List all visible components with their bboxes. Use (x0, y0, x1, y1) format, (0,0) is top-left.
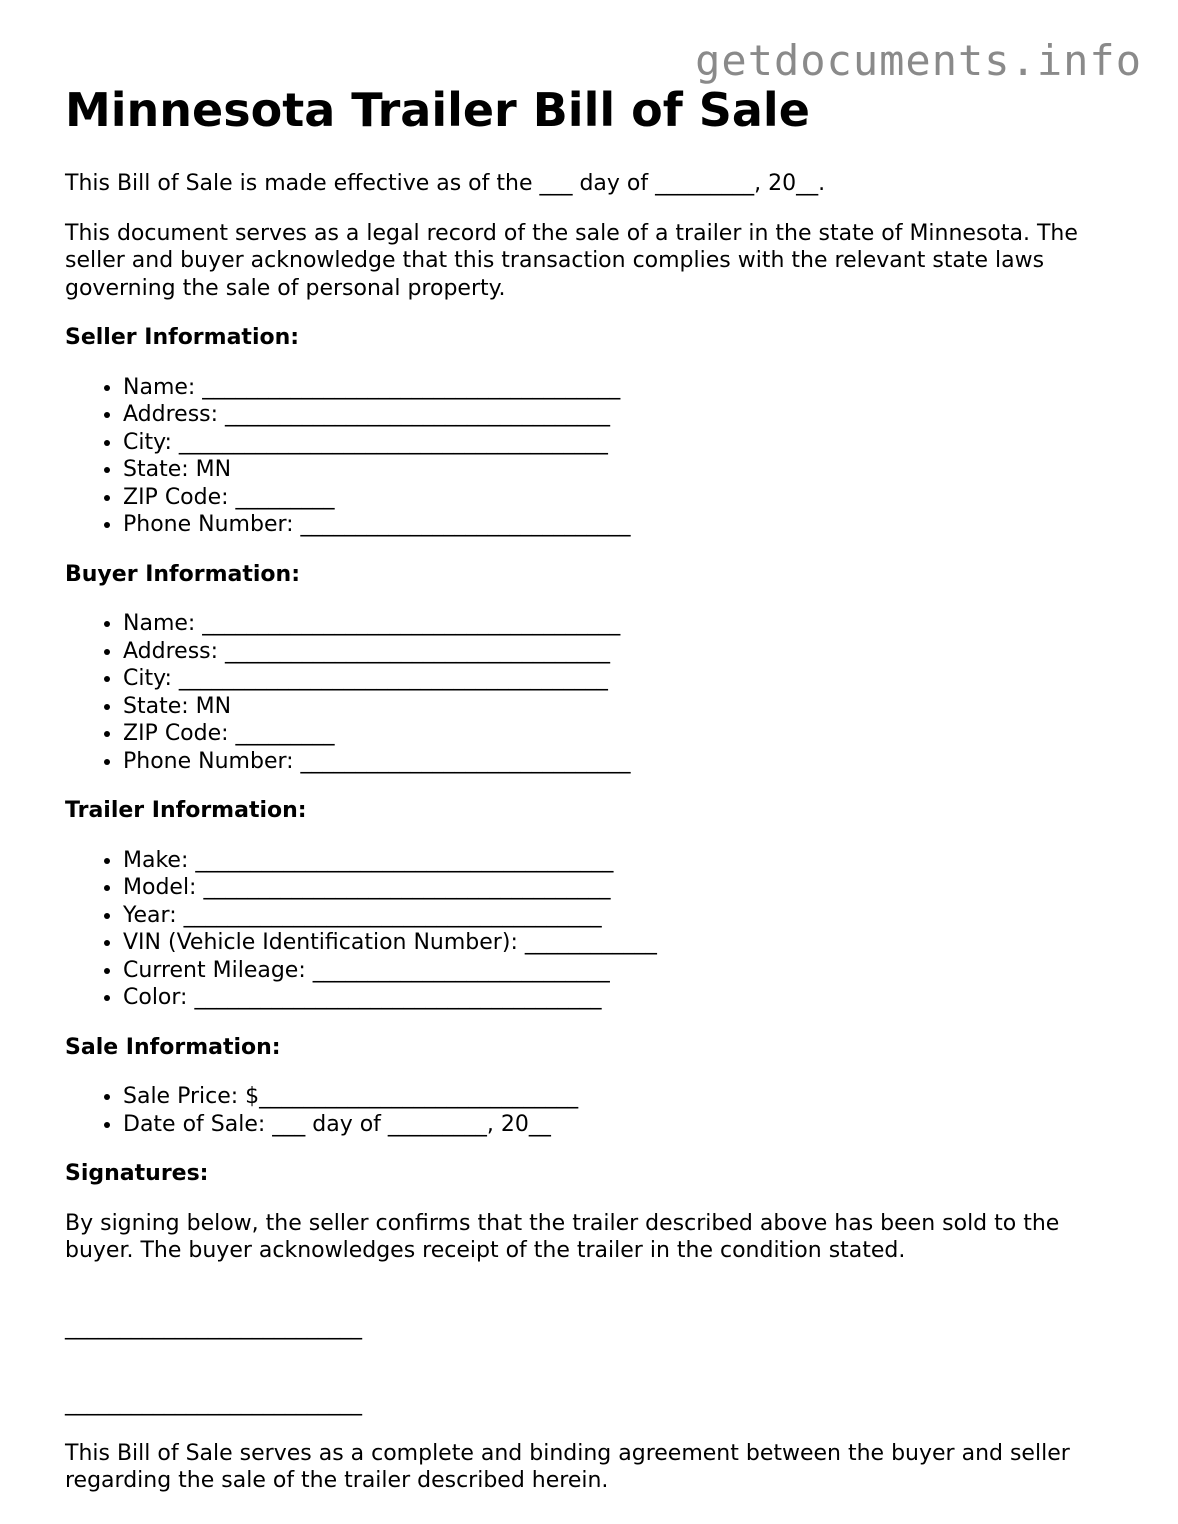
trailer-heading: Trailer Information: (65, 798, 307, 823)
seller-city-field: • City: _______________________________________ (123, 429, 1125, 457)
signatures-heading: Signatures: (65, 1161, 209, 1186)
buyer-zip-field: • ZIP Code: _________ (123, 720, 1125, 748)
seller-signature-line: ___________________________ (65, 1314, 362, 1340)
buyer-list (65, 610, 1125, 775)
sale-heading: Sale Information: (65, 1034, 281, 1060)
closing-paragraph: This Bill of Sale serves as a complete and binding agreement between the buyer and seller regarding the sale of the trailer described herein. (65, 1440, 1070, 1493)
buyer-signature-line: ___________________________ (65, 1391, 362, 1416)
buyer-address-field: • Address: ___________________________________ (123, 638, 1125, 666)
seller-list (65, 374, 1125, 539)
seller-name-field: • Name: ______________________________________ (123, 374, 1125, 402)
buyer-state-field: • State: MN (123, 693, 1125, 721)
seller-address-field: • Address: ___________________________________ (123, 401, 1125, 429)
buyer-city-field: • City: _______________________________________ (123, 665, 1125, 693)
seller-state-field: • State: MN (123, 456, 1125, 484)
trailer-list (65, 847, 1125, 1012)
trailer-model-field: • Model: _____________________________________ (123, 874, 1125, 902)
sale-date-field: • Date of Sale: ___ day of _________, 20__ (123, 1111, 1125, 1139)
buyer-heading: Buyer Information: (65, 561, 300, 587)
trailer-year-field: • Year: ______________________________________ (123, 902, 1125, 930)
purpose-paragraph: This document serves as a legal record of the sale of a trailer in the state of Minnesota. The seller and buyer acknowledge that this transaction complies with the relevant state laws governing the sale of personal property. (65, 220, 1078, 301)
seller-heading: Seller Information: (65, 325, 300, 350)
seller-zip-field: • ZIP Code: _________ (123, 484, 1125, 512)
effective-date-paragraph: This Bill of Sale is made effective as of the ___ day of _________, 20__. (65, 171, 826, 196)
trailer-mileage-field: • Current Mileage: ___________________________ (123, 957, 1125, 985)
sale-price-field: • Sale Price: $_____________________________ (123, 1083, 1125, 1111)
buyer-phone-field: • Phone Number: ______________________________ (123, 748, 1125, 776)
sale-list (65, 1083, 1125, 1138)
watermark: getdocuments.info (695, 36, 1142, 85)
document-title: Minnesota Trailer Bill of Sale (65, 83, 810, 137)
buyer-name-field: • Name: ______________________________________ (123, 610, 1125, 638)
trailer-color-field: • Color: _____________________________________ (123, 984, 1125, 1012)
seller-phone-field: • Phone Number: ______________________________ (123, 511, 1125, 539)
trailer-make-field: • Make: ______________________________________ (123, 847, 1125, 875)
document-body (65, 82, 1125, 1517)
signatures-statement: By signing below, the seller confirms that the trailer described above has been sold to the buyer. The buyer acknowledges receipt of the trailer in the condition stated. (65, 1210, 1060, 1263)
trailer-vin-field: • VIN (Vehicle Identification Number): ____________ (123, 929, 1125, 957)
